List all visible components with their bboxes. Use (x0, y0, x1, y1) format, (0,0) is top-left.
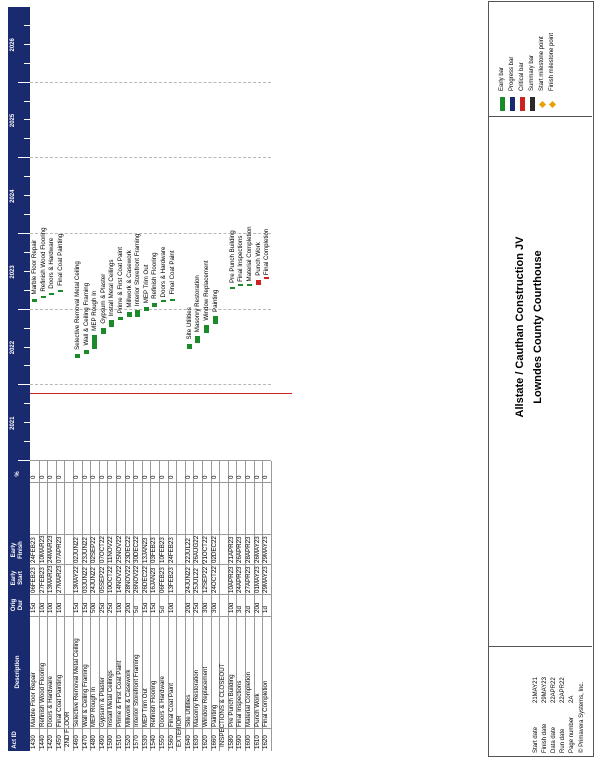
legend-swatch (530, 97, 535, 111)
activity-bar (92, 335, 97, 350)
legend-label: Start milestone point (539, 36, 545, 91)
start-date-value: 21MAY21 (533, 677, 539, 703)
activity-early-start: 24APR23 (236, 566, 244, 593)
activity-bar-label: MEP Rough In (91, 290, 99, 331)
activity-duration: 1d (262, 606, 270, 613)
activity-early-start: 24JUN22 (90, 567, 98, 593)
column-divider (30, 594, 271, 595)
column-divider (30, 616, 271, 617)
activity-early-start: 27APR23 (245, 566, 252, 593)
activity-id: 1500 (107, 735, 115, 749)
activity-early-finish: 13JAN23 (141, 537, 149, 563)
activity-bar (84, 350, 89, 354)
quarter-tick (18, 82, 30, 83)
column-divider (30, 728, 271, 729)
activity-duration: 5d (159, 606, 166, 613)
activity-pct: 0 (227, 475, 235, 479)
activity-pct: 0 (253, 475, 261, 479)
header-pct: % (15, 471, 21, 477)
activity-duration: 50d (90, 602, 98, 613)
year-gridline (30, 82, 271, 83)
activity-early-finish: 26MAY23 (253, 536, 261, 563)
activity-bar-label: Doors & Hardware (160, 246, 167, 298)
quarter-tick (24, 101, 30, 102)
activity-bar (256, 280, 261, 285)
activity-early-start: 05SEP22 (98, 566, 106, 593)
activity-description: Refinish Flooring (150, 680, 158, 727)
activity-id: 1620 (202, 735, 209, 749)
activity-early-finish: 23JUN22 (81, 537, 89, 563)
activity-bar-label: Painting (211, 289, 219, 312)
quarter-tick (24, 252, 30, 253)
legend-label: Summary bar (529, 54, 535, 91)
activity-early-finish: 10MAR23 (38, 535, 46, 563)
activity-early-start: 26NOV22 (133, 565, 141, 593)
activity-id: 1450 (55, 735, 63, 749)
activity-description: Install Metal Ceilings (107, 670, 115, 727)
column-divider (30, 564, 271, 565)
activity-duration: 25d (98, 602, 106, 613)
activity-bar-label: Prime & First Coat Paint (117, 247, 124, 314)
activity-description: MEP Rough In (90, 686, 98, 727)
activity-id: 1620 (262, 735, 270, 749)
data-date-line (30, 393, 292, 394)
year-gridline (30, 384, 271, 385)
year-label: 2026 (10, 38, 16, 52)
activity-bar-label: Window Replacement (203, 260, 210, 321)
activity-early-start: 13FEB23 (167, 567, 175, 593)
activity-early-finish: 07OCT22 (98, 536, 106, 563)
quarter-tick (24, 25, 30, 26)
activity-bar-label: Final Completion (263, 228, 271, 276)
activity-bar-label: Pre Punch Building (228, 230, 236, 283)
activity-bar-label: Millwork & Casework (125, 250, 133, 308)
activity-bar-label: Masonry Restoration (194, 275, 202, 333)
activity-id: 1630 (193, 735, 201, 749)
activity-pct: 0 (245, 475, 252, 479)
activity-bar-label: Install Metal Ceilings (108, 259, 116, 317)
activity-early-start: 01MAY23 (253, 566, 261, 593)
quarter-tick (18, 233, 30, 234)
activity-description: Interior Storefront Framing (133, 654, 141, 727)
header-early-finish: Early Finish (11, 541, 24, 559)
legend-label: Finish milestone point (549, 32, 555, 91)
activity-id: 1460 (73, 735, 80, 749)
activity-duration: 15d (30, 602, 37, 613)
activity-early-start: 10OCT22 (107, 566, 115, 593)
activity-duration: 30d (202, 602, 209, 613)
activity-bar-label: Final Coat Painting (56, 233, 64, 286)
quarter-tick (24, 119, 30, 120)
activity-pct: 0 (262, 475, 270, 479)
activity-pct: 0 (30, 475, 37, 479)
activity-early-finish: 02DEC22 (210, 536, 218, 563)
activity-early-start: 06FEB23 (159, 567, 166, 593)
activity-description: Wall & Ceiling Framing (81, 664, 89, 727)
activity-id: 1570 (133, 735, 141, 749)
activity-id: 1520 (124, 735, 132, 749)
activity-early-finish: 30DEC22 (133, 536, 141, 563)
finish-date-value: 29MAY23 (542, 677, 548, 703)
activity-bar (49, 293, 54, 295)
activity-bar-label: Material Completion (246, 226, 253, 282)
activity-bar (101, 328, 106, 335)
activity-bar-label: Refinish Wood Flooring (39, 227, 47, 292)
activity-early-start: 27MAR23 (55, 565, 63, 593)
header-orig-dur: Orig Dur (11, 598, 24, 612)
activity-early-finish: 21OCT22 (202, 536, 209, 563)
activity-bar (127, 312, 132, 317)
legend-label: Progress bar (509, 56, 515, 91)
activity-id: 1660 (210, 735, 218, 749)
quarter-tick (24, 44, 30, 45)
activity-pct: 0 (38, 475, 46, 479)
activity-description: Material Completion (245, 671, 252, 727)
year-gridline (30, 309, 271, 310)
activity-bar-label: Site Utilities (185, 307, 193, 340)
quarter-tick (24, 365, 30, 366)
activity-description: Gypsum & Plaster (98, 677, 106, 727)
activity-bar (144, 307, 149, 311)
activity-description: Final Coat Painting (55, 674, 63, 727)
activity-bar-label: Marble Floor Repair (31, 239, 38, 295)
activity-bar (41, 296, 46, 298)
quarter-tick (24, 271, 30, 272)
activity-duration: 15d (81, 602, 89, 613)
quarter-tick (18, 157, 30, 158)
activity-id: 1480 (90, 735, 98, 749)
quarter-tick (24, 403, 30, 404)
activity-bar (264, 277, 269, 279)
quarter-tick (24, 176, 30, 177)
activity-early-finish: 26AUG22 (193, 535, 201, 563)
legend-label: Early bar (499, 66, 505, 91)
legend-swatch (500, 97, 505, 111)
activity-early-finish: 02JUN22 (73, 537, 80, 563)
activity-id: 1560 (167, 735, 175, 749)
activity-pct: 0 (167, 475, 175, 479)
activity-pct: 0 (236, 475, 244, 479)
activity-bar (213, 316, 218, 324)
activity-early-finish: 23DEC22 (124, 536, 132, 563)
quarter-tick (24, 422, 30, 423)
activity-early-start: 29MAY23 (262, 566, 270, 593)
activity-early-finish: 28APR23 (245, 536, 252, 563)
quarter-tick (24, 138, 30, 139)
activity-early-start: 12SEP22 * (202, 562, 209, 593)
project-title: Allstate / Cauthan Construction JV (514, 236, 526, 418)
activity-bar (152, 303, 157, 307)
activity-id: 1530 (141, 735, 149, 749)
activity-duration: 25d (193, 602, 201, 613)
activity-description: Millwork & Casework (124, 669, 132, 727)
run-date-value: 22APR22 (560, 677, 566, 703)
row-divider (64, 461, 65, 751)
year-label: 2025 (10, 113, 16, 128)
activity-bar-label: Refinish Flooring (151, 252, 159, 299)
activity-duration: 20d (253, 602, 261, 613)
activity-id: 1420 (47, 735, 55, 749)
activity-early-finish: 24FEB23 (30, 537, 37, 563)
footer-dates-frame (488, 646, 592, 757)
activity-description: Final Completion (262, 680, 270, 727)
activity-description: Pre Punch Building (227, 674, 235, 727)
column-divider (30, 482, 271, 483)
year-label: 2021 (10, 416, 16, 430)
activity-bar (75, 354, 80, 358)
activity-early-start: 14NOV22 (116, 565, 123, 593)
activity-pct: 0 (133, 475, 141, 479)
activity-bar (161, 300, 166, 302)
quarter-tick (24, 195, 30, 196)
quarter-tick (24, 328, 30, 329)
legend-swatch (510, 97, 515, 111)
activity-early-start: 06FEB23 (30, 567, 37, 593)
activity-early-finish: 02SEP22 (90, 536, 98, 563)
project-subtitle: Lowndes County Courthouse (532, 250, 544, 404)
page-number-label: Page number (569, 716, 575, 753)
activity-description: Refinish Wood Flooring (38, 662, 46, 727)
activity-early-start: 13MAY22 (73, 566, 80, 593)
activity-duration: 3d (236, 606, 244, 613)
activity-description: Prime & First Coat Paint (116, 660, 123, 727)
year-label: 2024 (10, 189, 16, 203)
activity-pct: 0 (107, 475, 115, 479)
activity-id: 1510 (116, 735, 123, 749)
activity-bar (109, 320, 114, 327)
activity-bar (238, 284, 243, 286)
activity-bar-label: Doors & Hardware (48, 237, 56, 289)
quarter-tick (18, 460, 30, 461)
data-date-label: Data date (551, 726, 557, 753)
activity-description: Site Utilities (184, 694, 192, 727)
row-divider (176, 461, 177, 751)
activity-early-finish: 29MAY23 (262, 536, 270, 563)
activity-description: Punch Work (253, 693, 261, 727)
activity-pct: 0 (193, 475, 201, 479)
activity-early-finish: 03FEB23 (150, 537, 158, 563)
activity-early-finish: 07APR23 (55, 536, 63, 563)
activity-bar-label: Final Inspections (237, 235, 245, 282)
activity-duration: 15d (150, 602, 158, 613)
quarter-tick (24, 441, 30, 442)
activity-early-start: 16JAN23 (150, 567, 158, 593)
activity-pct: 0 (202, 475, 209, 479)
activity-bar-label: Punch Work (254, 242, 262, 276)
start-date-label: Start date (533, 726, 539, 753)
header-description: Description (15, 655, 21, 689)
section-header: INSPECTIONS & CLOSEOUT (219, 663, 227, 747)
data-date-value: 22APR22 (551, 677, 557, 703)
activity-early-finish: 21APR23 (227, 536, 235, 563)
activity-early-start: 25JUL22 (193, 568, 201, 593)
activity-early-start: 10APR23 (227, 566, 235, 593)
activity-duration: 20d (184, 602, 192, 613)
activity-pct: 0 (150, 475, 158, 479)
activity-bar (204, 325, 209, 333)
activity-bar (170, 299, 175, 301)
row-divider (271, 461, 272, 751)
activity-bar-label: Final Coat Paint (168, 250, 176, 295)
activity-duration: 10d (116, 602, 123, 613)
activity-description: Selective Removal Metal Ceiling (73, 638, 80, 727)
activity-pct: 0 (124, 475, 132, 479)
activity-pct: 0 (184, 475, 192, 479)
activity-id: 1430 (30, 735, 37, 749)
activity-early-finish: 25NOV22 (116, 535, 123, 563)
header-early-start: Early Start (11, 570, 24, 586)
page-number-value: 2A (569, 695, 575, 703)
quarter-tick (24, 63, 30, 64)
quarter-tick (24, 290, 30, 291)
activity-duration: 2d (245, 606, 252, 613)
copyright: © Primavera Systems, Inc. (579, 681, 585, 753)
year-gridline (30, 157, 271, 158)
activity-id: 1610 (253, 735, 261, 749)
activity-bar (247, 284, 252, 286)
activity-early-start: 28NOV22 (124, 565, 132, 593)
activity-early-start: 03JUN22 (81, 567, 89, 593)
activity-id: 1490 (98, 735, 106, 749)
activity-id: 1540 (150, 735, 158, 749)
activity-pct: 0 (159, 475, 166, 479)
activity-description: Window Replacement (202, 666, 209, 727)
activity-duration: 25d (107, 602, 115, 613)
activity-description: Painting (210, 704, 218, 727)
activity-duration: 5d (133, 606, 141, 613)
activity-early-start: 27FEB23 (38, 567, 46, 593)
activity-early-finish: 24MAR23 (47, 535, 55, 563)
activity-description: Masonry Restoration (193, 669, 201, 727)
activity-bar (195, 336, 200, 343)
column-divider (30, 460, 271, 461)
activity-duration: 10d (47, 602, 55, 613)
activity-duration: 10d (55, 602, 63, 613)
activity-early-finish: 11NOV22 (107, 536, 115, 563)
run-date-label: Run date (560, 728, 566, 753)
activity-bar (230, 287, 235, 289)
activity-duration: 15d (141, 602, 149, 613)
activity-bar-label: Gypsum & Plaster (99, 273, 107, 324)
activity-id: 1580 (227, 735, 235, 749)
activity-id: 1470 (81, 735, 89, 749)
finish-date-label: Finish date (542, 723, 548, 753)
activity-pct: 0 (141, 475, 149, 479)
activity-id: 1550 (159, 735, 166, 749)
activity-description: Doors & Hardware (47, 676, 55, 727)
column-divider (30, 534, 271, 535)
activity-early-finish: 24FEB23 (167, 537, 175, 563)
quarter-tick (18, 384, 30, 385)
year-label: 2022 (10, 340, 16, 355)
legend-label: Critical bar (519, 62, 525, 91)
activity-id: 1640 (184, 735, 192, 749)
activity-bar-label: Interior Storefront Framing (134, 233, 142, 307)
activity-early-start: 26DEC22 (141, 566, 149, 593)
activity-pct: 0 (98, 475, 106, 479)
legend-swatch (520, 97, 525, 111)
quarter-tick (24, 347, 30, 348)
activity-bar-label: MEP Trim Out (142, 264, 150, 304)
activity-description: Final Inspections (236, 680, 244, 727)
activity-pct: 0 (55, 475, 63, 479)
header-act-id: Act ID (12, 731, 18, 749)
activity-pct: 0 (210, 475, 218, 479)
activity-bar (187, 344, 192, 350)
activity-id: 1440 (38, 735, 46, 749)
activity-id: 1590 (236, 735, 244, 749)
activity-pct: 0 (81, 475, 89, 479)
activity-early-start: 13MAR23 (47, 565, 55, 593)
section-header: 2ND FLOOR (64, 711, 72, 747)
activity-early-finish: 22JUL22 (184, 538, 192, 563)
activity-early-finish: 26APR23 (236, 536, 244, 563)
activity-pct: 0 (116, 475, 123, 479)
activity-bar (118, 317, 123, 319)
quarter-tick (18, 309, 30, 310)
activity-early-start: 24JUN22 (184, 567, 192, 593)
activity-bar (58, 290, 63, 292)
activity-bar-label: Selective Removal Metal Ceiling (74, 261, 81, 350)
activity-duration: 15d (73, 602, 80, 613)
activity-description: Marble Floor Repair (30, 672, 37, 727)
activity-early-start: 24OCT22 (210, 566, 218, 593)
activity-duration: 20d (124, 602, 132, 613)
activity-id: 1600 (245, 735, 252, 749)
activity-pct: 0 (47, 475, 55, 479)
activity-description: Final Coat Paint (167, 682, 175, 727)
activity-duration: 30d (210, 602, 218, 613)
activity-duration: 10d (167, 602, 175, 613)
activity-description: MEP Trim Out (141, 688, 149, 727)
activity-bar (135, 310, 140, 317)
activity-early-finish: 10FEB23 (159, 537, 166, 563)
quarter-tick (24, 214, 30, 215)
activity-pct: 0 (73, 475, 80, 479)
activity-description: Doors & Hardware (159, 676, 166, 727)
activity-pct: 0 (90, 475, 98, 479)
activity-duration: 10d (227, 602, 235, 613)
activity-duration: 10d (38, 602, 46, 613)
year-label: 2023 (10, 265, 16, 279)
section-header: EXTERIOR (176, 715, 184, 747)
activity-bar (32, 299, 37, 303)
activity-bar-label: Wall & Ceiling Framing (82, 282, 90, 346)
